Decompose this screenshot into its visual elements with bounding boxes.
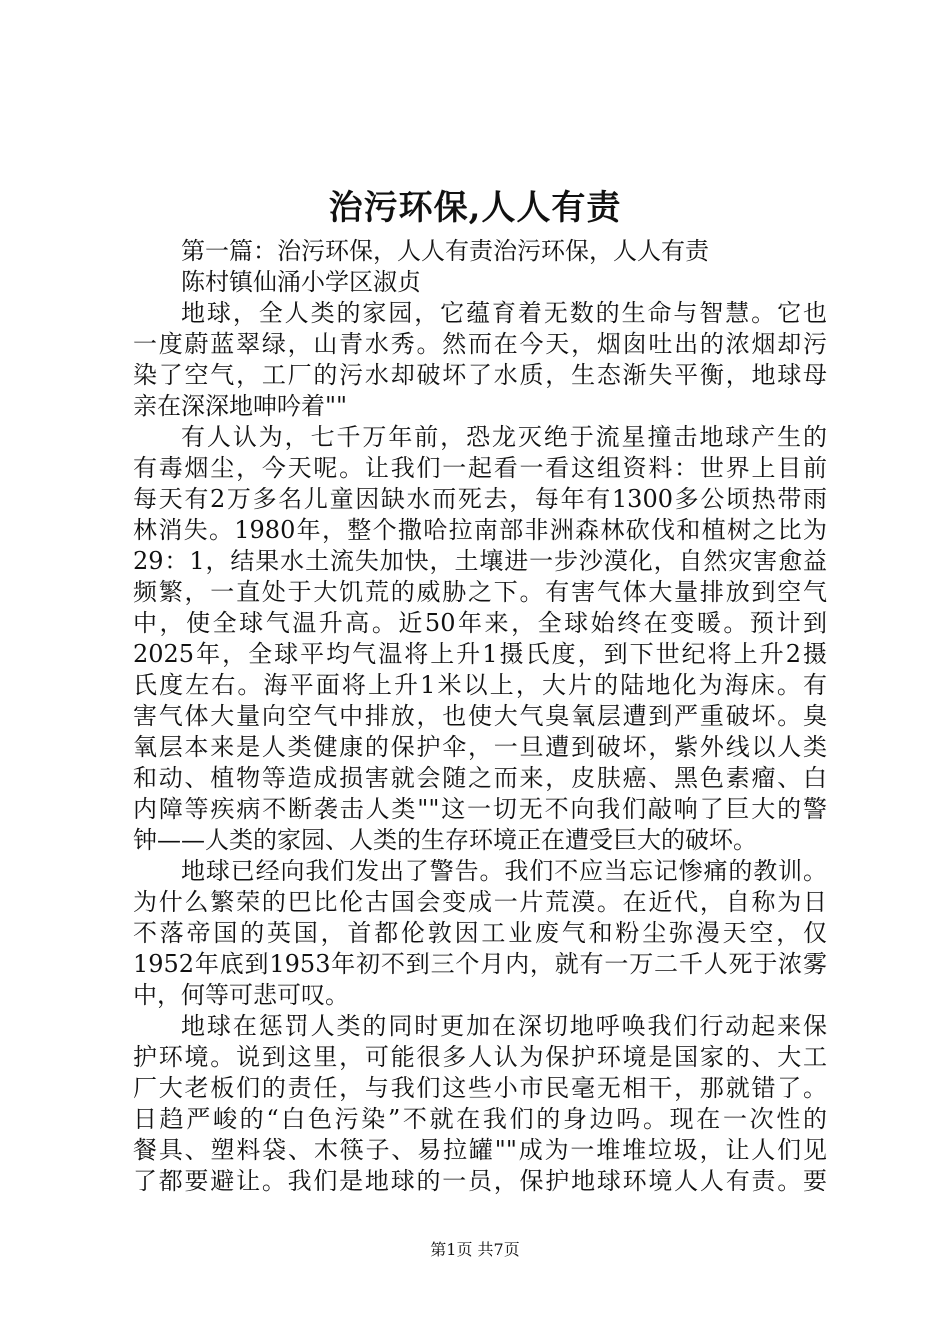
text-line: 第一篇：治污环保，人人有责治污环保，人人有责 — [181, 237, 709, 265]
text-line: 地球在惩罚人类的同时更加在深切地呼唤我们行动起来保 — [181, 1012, 827, 1040]
document-title: 治污环保,人人有责 — [328, 188, 622, 228]
text-line: 护环境。说到这里，可能很多人认为保护环境是国家的、大工 — [133, 1043, 827, 1071]
text-line: 内障等疾病不断袭击人类""这一切无不向我们敲响了巨大的警 — [133, 795, 827, 823]
text-line: 为什么繁荣的巴比伦古国会变成一片荒漠。在近代，自称为日 — [133, 888, 827, 916]
text-line: 钟——人类的家园、人类的生存环境正在遭受巨大的破坏。 — [133, 826, 757, 854]
text-line: 了都要避让。我们是地球的一员，保护地球环境人人有责。要 — [133, 1167, 827, 1195]
page-footer: 第1页 共7页 — [430, 1240, 520, 1259]
text-line: 林消失。1980年，整个撒哈拉南部非洲森林砍伐和植树之比为 — [133, 516, 827, 544]
text-line: 中，何等可悲可叹。 — [133, 981, 349, 1009]
text-line: 氏度左右。海平面将上升1米以上，大片的陆地化为海床。有 — [133, 671, 827, 699]
text-line: 染了空气，工厂的污水却破坏了水质，生态渐失平衡，地球母 — [133, 361, 827, 389]
text-line: 厂大老板们的责任，与我们这些小市民毫无相干，那就错了。 — [133, 1074, 827, 1102]
text-line: 有人认为，七千万年前，恐龙灭绝于流星撞击地球产生的 — [181, 423, 827, 451]
text-line: 和动、植物等造成损害就会随之而来，皮肤癌、黑色素瘤、白 — [133, 764, 827, 792]
text-line: 一度蔚蓝翠绿，山青水秀。然而在今天，烟囱吐出的浓烟却污 — [133, 330, 827, 358]
text-line: 地球已经向我们发出了警告。我们不应当忘记惨痛的教训。 — [181, 857, 827, 885]
text-line: 餐具、塑料袋、木筷子、易拉罐""成为一堆堆垃圾，让人们见 — [133, 1136, 827, 1164]
text-line: 氧层本来是人类健康的保护伞，一旦遭到破坏，紫外线以人类 — [133, 733, 827, 761]
text-line: 中，使全球气温升高。近50年来，全球始终在变暖。预计到 — [133, 609, 827, 637]
text-line: 29：1，结果水土流失加快，土壤进一步沙漠化，自然灾害愈益 — [133, 547, 827, 575]
text-line: 有毒烟尘，今天呢。让我们一起看一看这组资料：世界上目前 — [133, 454, 827, 482]
text-line: 每天有2万多名儿童因缺水而死去，每年有1300多公顷热带雨 — [133, 485, 827, 513]
text-line: 频繁，一直处于大饥荒的威胁之下。有害气体大量排放到空气 — [133, 578, 827, 606]
text-line: 亲在深深地呻吟着"" — [133, 392, 348, 420]
text-line: 陈村镇仙涌小学区淑贞 — [181, 268, 421, 296]
text-line: 1952年底到1953年初不到三个月内，就有一万二千人死于浓雾 — [133, 950, 827, 978]
text-line: 不落帝国的英国，首都伦敦因工业废气和粉尘弥漫天空，仅 — [133, 919, 827, 947]
text-line: 害气体大量向空气中排放，也使大气臭氧层遭到严重破坏。臭 — [133, 702, 827, 730]
text-line: 日趋严峻的“白色污染”不就在我们的身边吗。现在一次性的 — [133, 1105, 827, 1133]
text-line: 2025年，全球平均气温将上升1摄氏度，到下世纪将上升2摄 — [133, 640, 827, 668]
document-body — [133, 236, 827, 1197]
text-line: 地球，全人类的家园，它蕴育着无数的生命与智慧。它也 — [181, 299, 827, 327]
